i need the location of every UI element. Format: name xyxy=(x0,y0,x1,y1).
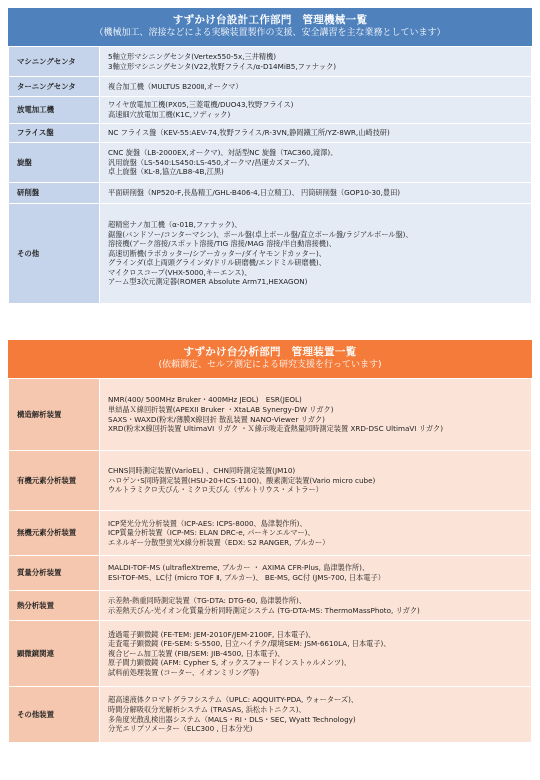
row-category: 研削盤 xyxy=(9,183,100,204)
item-line: 高速切断機(ラボカッター/シアーカッター/ダイヤモンドカッター)、 xyxy=(108,248,326,258)
machine-table xyxy=(8,46,532,304)
row-category: フライス盤 xyxy=(9,124,100,143)
item-line: 3軸立形マシニングセンタ(V22,牧野フライス/α-D14MiB5,ファナック) xyxy=(108,61,337,71)
machine-section-header xyxy=(8,8,532,46)
row-category: 質量分析装置 xyxy=(9,556,100,591)
row-items xyxy=(100,687,532,743)
item-line: ワイヤ放電加工機(PX05,三菱電機/DUO43,牧野フライス) xyxy=(108,100,294,110)
item-line: 平面研削盤（NP520-F,長島精工/GHL-B406-4,日立精工)、 円筒研削盤（GOP10-30,豊田) xyxy=(108,188,401,198)
analysis-section-subtitle: (依頼測定、セルフ測定による研究支援を行っています) xyxy=(158,360,382,370)
machine-section xyxy=(8,8,532,304)
item-line: 超高速液体クロマトグラフシステム（UPLC: AQQUITY-PDA, ウォーターズ)、 xyxy=(108,695,359,705)
table-row xyxy=(9,97,532,124)
item-line: 透過電子顕微鏡 (FE-TEM: JEM-2010F/JEM-2100F, 日本電子)、 xyxy=(108,629,316,639)
analysis-section-header xyxy=(8,340,532,378)
item-line: 溶接機(アーク溶接/スポット溶接/TIG 溶接/MAG 溶接/半自動溶接機)、 xyxy=(108,239,336,249)
item-line: ウルトラミクロ天びん・ミクロ天びん（ザルトリウス・メトラー） xyxy=(108,485,323,495)
table-row xyxy=(9,591,532,621)
item-line: CNC 旋盤（LB-2000EX,オークマ)、対話型NC 旋盤（TAC360,滝澤)、 xyxy=(108,148,338,158)
item-line: 分光エリプソメーター（ELC300 , 日本分光) xyxy=(108,724,253,734)
table-row xyxy=(9,511,532,556)
table-row xyxy=(9,143,532,183)
item-line: NC フライス盤（KEV-55:AEV-74,牧野フライス/R-3VN,静岡鐵工所/YZ-8WR,山崎技研) xyxy=(108,128,390,138)
row-items xyxy=(100,97,532,124)
item-line: マイクロスコープ(VHX-5000,キーエンス)、 xyxy=(108,267,252,277)
table-row xyxy=(9,379,532,451)
item-line: 汎用旋盤（LS-540:LS450:LS-450,オークマ/昌運カズヌーブ)、 xyxy=(108,157,315,167)
table-row xyxy=(9,204,532,304)
item-line: SAXS・WAXD(粉末/薄膜X線回折 散乱装置 NANO-Viewer リガク) xyxy=(108,414,325,424)
row-items xyxy=(100,47,532,77)
row-items xyxy=(100,143,532,183)
row-category: 放電加工機 xyxy=(9,97,100,124)
table-row xyxy=(9,556,532,591)
row-items xyxy=(100,77,532,97)
item-line: アーム型3次元測定器(ROMER Absolute Arm71,HEXAGON) xyxy=(108,277,308,287)
item-line: 時間分解吸収分光解析システム (TRASAS, 浜松ホトニクス)、 xyxy=(108,704,306,714)
row-items xyxy=(100,204,532,304)
table-row xyxy=(9,77,532,97)
item-line: 5軸立形マシニングセンタ(Vertex550-5x,三井精機) xyxy=(108,51,277,61)
row-items xyxy=(100,511,532,556)
item-line: エネルギー分散型蛍光X線分析装置（EDX: S2 RANGER, ブルカー） xyxy=(108,537,330,547)
item-line: 多角度光散乱検出器システム（MALS・RI・DLS・SEC, Wyatt Technology) xyxy=(108,714,356,724)
item-line: 卓上旋盤（KL-8,協立/LB8-4B,江黒) xyxy=(108,167,224,177)
item-line: グラインダ(卓上両頭グラインダ/ドリル研磨機/エンドミル研磨機)、 xyxy=(108,258,326,268)
item-line: 原子間力顕微鏡 (AFM: Cypher S, オックスフォードインストゥルメンツ)、 xyxy=(108,658,352,668)
table-row xyxy=(9,183,532,204)
row-items xyxy=(100,379,532,451)
analysis-table xyxy=(8,378,532,743)
item-line: XRD(粉末X線回折装置 UltimaVI リガク ・Ｘ線示唆走査熱量同時測定装置 XRD-DSC UltimaVI リガク) xyxy=(108,424,443,434)
row-items xyxy=(100,124,532,143)
item-line: CHNS同時測定装置(VarioEL) 、CHN同時測定装置(JM10) xyxy=(108,466,296,476)
analysis-section-title: すずかけ台分析部門 管理装置一覧 xyxy=(183,346,357,358)
row-items xyxy=(100,451,532,511)
row-category: 無機元素分析装置 xyxy=(9,511,100,556)
item-line: ハロゲン･S同時測定装置(HSU-20+ICS-1100)、酸素測定装置(Vario micro cube) xyxy=(108,475,376,485)
analysis-section xyxy=(8,340,532,743)
row-category: 旋盤 xyxy=(9,143,100,183)
item-line: 複合ビーム加工装置 (FIB/SEM: JIB-4500, 日本電子)、 xyxy=(108,648,285,658)
row-category: 顕微鏡関連 xyxy=(9,621,100,687)
row-category: 構造解析装置 xyxy=(9,379,100,451)
item-line: ESI-TOF-MS、LC付 (micro TOF Ⅱ, ブルカー)、 BE-MS, GC付 (JMS-700, 日本電子） xyxy=(108,573,385,582)
item-line: 超精密ナノ加工機（α-01B,ファナック)、 xyxy=(108,219,242,229)
row-category: その他 xyxy=(9,204,100,304)
table-row xyxy=(9,47,532,77)
row-items xyxy=(100,591,532,621)
row-category: その他装置 xyxy=(9,687,100,743)
item-line: ICP質量分析装置（ICP-MS: ELAN DRC-e, パーキンエルマー)、 xyxy=(108,528,315,538)
table-row xyxy=(9,124,532,143)
machine-section-subtitle: （機械加工、溶接などによる実験装置製作の支援、安全講習を主な業務としています） xyxy=(94,28,446,38)
item-line: NMR(400/ 500MHz Bruker・400MHz JEOL) ESR(JEOL) xyxy=(108,395,302,405)
row-items xyxy=(100,183,532,204)
item-line: MALDI-TOF-MS (ultrafleXtreme, ブルカー ・ AXIMA CFR-Plus, 島津製作所)、 xyxy=(108,563,370,573)
row-category: 有機元素分析装置 xyxy=(9,451,100,511)
item-line: 示差熱天びん-光イオン化質量分析同時測定システム (TG-DTA-MS: ThermoMassPhoto, リガク) xyxy=(108,605,420,615)
table-row xyxy=(9,621,532,687)
table-row xyxy=(9,451,532,511)
item-line: 示差熱-熱重同時測定装置（TG-DTA: DTG-60, 島津製作所)、 xyxy=(108,595,306,605)
item-line: 単結晶Ｘ線回折装置(APEXII Bruker ・XtaLAB Synergy-DW リガク) xyxy=(108,404,334,414)
row-category: マシニングセンタ xyxy=(9,47,100,77)
item-line: 鋸盤(バンドソー/コンターマシン)、ボール盤(卓上ボール盤/直立ボール盤/ラジアルボール盤)、 xyxy=(108,229,413,239)
item-line: ICP発光分光分析装置（ICP-AES: ICPS-8000、島津製作所)、 xyxy=(108,518,307,528)
row-category: 熱分析装置 xyxy=(9,591,100,621)
item-line: 走査電子顕微鏡 (FE-SEM: S-5500, 日立ハイテク/環境SEM: JSM-6610LA, 日本電子)、 xyxy=(108,639,391,649)
item-line: 試料前処理装置 (コーター、イオンミリング等) xyxy=(108,667,259,677)
item-line: 複合加工機（MULTUS B200Ⅱ,オークマ） xyxy=(108,81,243,91)
row-items xyxy=(100,556,532,591)
machine-section-title: すずかけ台設計工作部門 管理機械一覧 xyxy=(172,14,368,26)
row-category: ターニングセンタ xyxy=(9,77,100,97)
table-row xyxy=(9,687,532,743)
item-line: 高速細穴放電加工機(K1C,ソディック) xyxy=(108,110,231,119)
row-items xyxy=(100,621,532,687)
